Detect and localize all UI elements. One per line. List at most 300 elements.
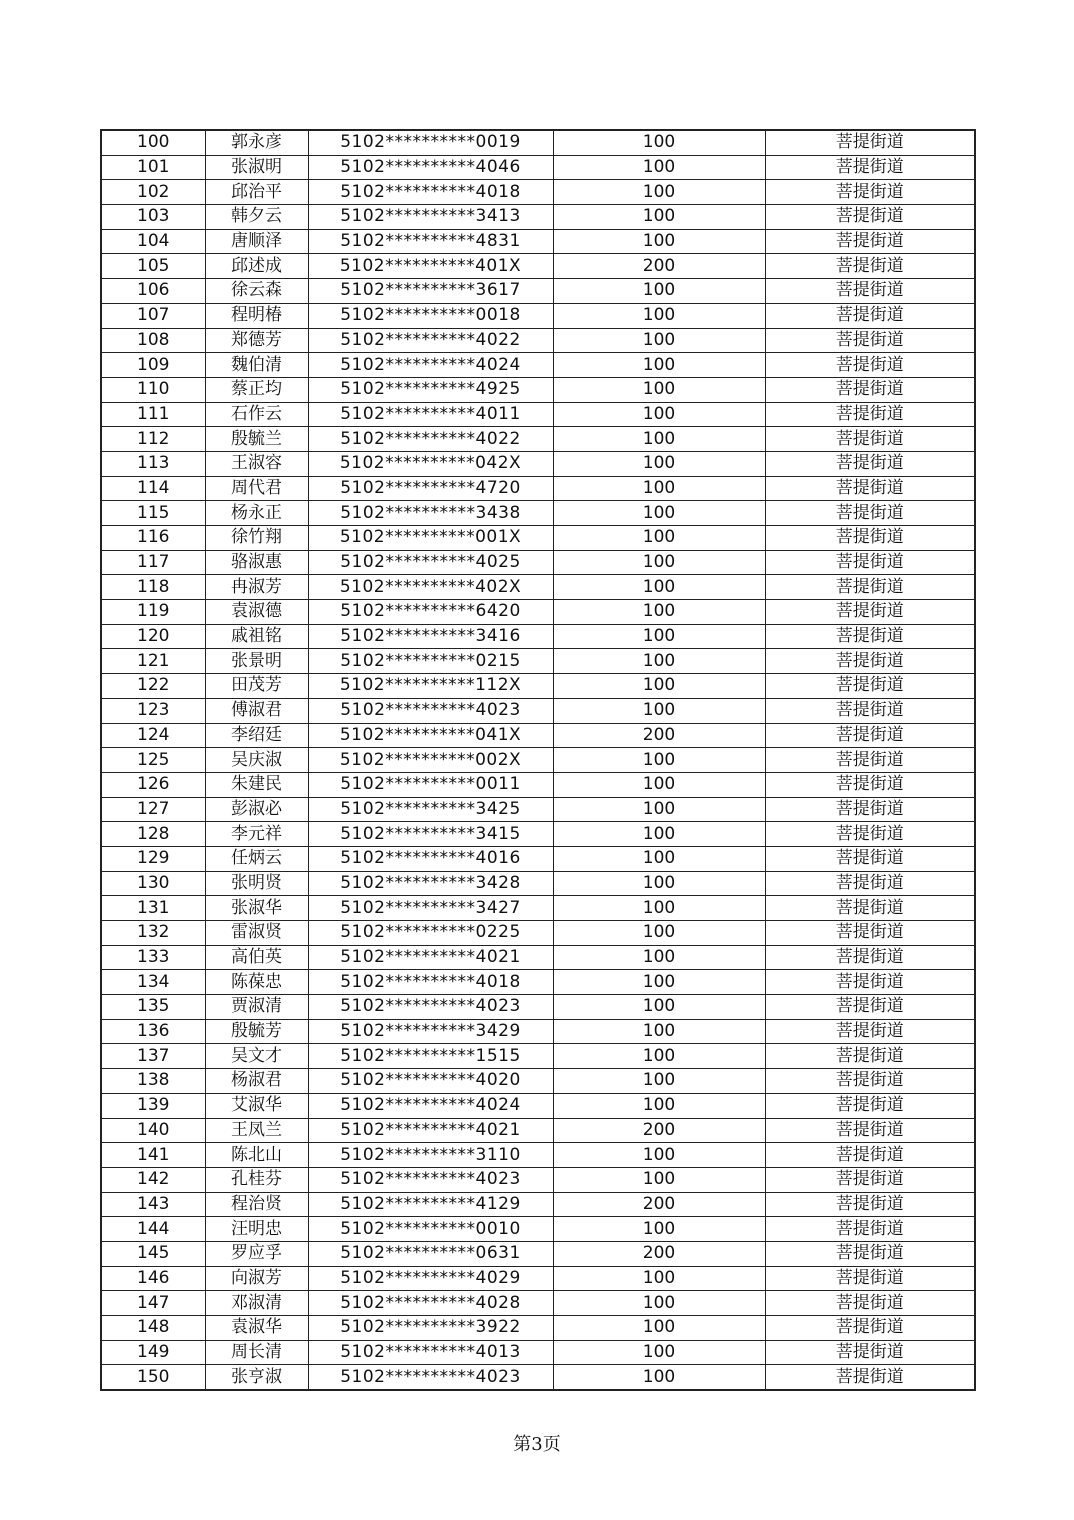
name-cell: 张景明 (205, 649, 308, 674)
id-number-cell: 5102**********4021 (308, 945, 553, 970)
id-number-cell: 5102**********4021 (308, 1118, 553, 1143)
amount-cell: 100 (553, 896, 765, 921)
row-index-cell: 116 (101, 526, 205, 551)
name-cell: 艾淑华 (205, 1093, 308, 1118)
amount-cell: 100 (553, 846, 765, 871)
row-index-cell: 134 (101, 970, 205, 995)
row-index-cell: 113 (101, 451, 205, 476)
id-number-cell: 5102**********3429 (308, 1019, 553, 1044)
name-cell: 吴文才 (205, 1044, 308, 1069)
street-cell: 菩提街道 (765, 1217, 975, 1242)
street-cell: 菩提街道 (765, 254, 975, 279)
row-index-cell: 102 (101, 180, 205, 205)
name-cell: 徐云森 (205, 279, 308, 304)
street-cell: 菩提街道 (765, 1192, 975, 1217)
id-number-cell: 5102**********041X (308, 723, 553, 748)
id-number-cell: 5102**********3438 (308, 501, 553, 526)
row-index-cell: 129 (101, 846, 205, 871)
street-cell: 菩提街道 (765, 1241, 975, 1266)
street-cell: 菩提街道 (765, 970, 975, 995)
id-number-cell: 5102**********042X (308, 451, 553, 476)
table-row (101, 550, 975, 575)
amount-cell: 100 (553, 1019, 765, 1044)
row-index-cell: 121 (101, 649, 205, 674)
id-number-cell: 5102**********4018 (308, 180, 553, 205)
id-number-cell: 5102**********4029 (308, 1266, 553, 1291)
street-cell: 菩提街道 (765, 1093, 975, 1118)
id-number-cell: 5102**********1515 (308, 1044, 553, 1069)
id-number-cell: 5102**********4013 (308, 1340, 553, 1365)
amount-cell: 100 (553, 674, 765, 699)
table-row (101, 674, 975, 699)
id-number-cell: 5102**********4022 (308, 427, 553, 452)
id-number-cell: 5102**********3617 (308, 279, 553, 304)
table-row (101, 427, 975, 452)
amount-cell: 100 (553, 476, 765, 501)
table-row (101, 797, 975, 822)
row-index-cell: 140 (101, 1118, 205, 1143)
row-index-cell: 103 (101, 205, 205, 230)
id-number-cell: 5102**********3110 (308, 1143, 553, 1168)
row-index-cell: 126 (101, 772, 205, 797)
table-row (101, 1143, 975, 1168)
id-number-cell: 5102**********401X (308, 254, 553, 279)
street-cell: 菩提街道 (765, 772, 975, 797)
name-cell: 徐竹翔 (205, 526, 308, 551)
id-number-cell: 5102**********3413 (308, 205, 553, 230)
id-number-cell: 5102**********3415 (308, 822, 553, 847)
street-cell: 菩提街道 (765, 402, 975, 427)
id-number-cell: 5102**********4023 (308, 698, 553, 723)
name-cell: 戚祖铭 (205, 624, 308, 649)
row-index-cell: 100 (101, 130, 205, 155)
id-number-cell: 5102**********402X (308, 575, 553, 600)
amount-cell: 100 (553, 526, 765, 551)
amount-cell: 100 (553, 402, 765, 427)
table-row (101, 402, 975, 427)
street-cell: 菩提街道 (765, 377, 975, 402)
table-row (101, 476, 975, 501)
id-number-cell: 5102**********4046 (308, 155, 553, 180)
table-row (101, 723, 975, 748)
id-number-cell: 5102**********4024 (308, 353, 553, 378)
name-cell: 周长清 (205, 1340, 308, 1365)
name-cell: 朱建民 (205, 772, 308, 797)
amount-cell: 100 (553, 550, 765, 575)
name-cell: 张亨淑 (205, 1365, 308, 1390)
row-index-cell: 104 (101, 229, 205, 254)
table-row (101, 1340, 975, 1365)
id-number-cell: 5102**********0018 (308, 303, 553, 328)
id-number-cell: 5102**********4028 (308, 1291, 553, 1316)
street-cell: 菩提街道 (765, 600, 975, 625)
row-index-cell: 149 (101, 1340, 205, 1365)
row-index-cell: 114 (101, 476, 205, 501)
table-row (101, 1044, 975, 1069)
id-number-cell: 5102**********4023 (308, 1167, 553, 1192)
amount-cell: 100 (553, 871, 765, 896)
row-index-cell: 120 (101, 624, 205, 649)
id-number-cell: 5102**********4020 (308, 1069, 553, 1094)
street-cell: 菩提街道 (765, 451, 975, 476)
row-index-cell: 124 (101, 723, 205, 748)
amount-cell: 100 (553, 600, 765, 625)
amount-cell: 100 (553, 130, 765, 155)
row-index-cell: 142 (101, 1167, 205, 1192)
table-row (101, 1266, 975, 1291)
amount-cell: 100 (553, 945, 765, 970)
name-cell: 冉淑芳 (205, 575, 308, 600)
street-cell: 菩提街道 (765, 353, 975, 378)
street-cell: 菩提街道 (765, 995, 975, 1020)
table-row (101, 1217, 975, 1242)
name-cell: 郑德芳 (205, 328, 308, 353)
id-number-cell: 5102**********6420 (308, 600, 553, 625)
amount-cell: 200 (553, 723, 765, 748)
street-cell: 菩提街道 (765, 328, 975, 353)
amount-cell: 100 (553, 1093, 765, 1118)
name-cell: 王淑容 (205, 451, 308, 476)
amount-cell: 100 (553, 797, 765, 822)
name-cell: 贾淑清 (205, 995, 308, 1020)
page-number: 第3页 (513, 1434, 561, 1455)
name-cell: 李元祥 (205, 822, 308, 847)
street-cell: 菩提街道 (765, 476, 975, 501)
amount-cell: 200 (553, 1118, 765, 1143)
table-row (101, 1365, 975, 1390)
row-index-cell: 144 (101, 1217, 205, 1242)
street-cell: 菩提街道 (765, 723, 975, 748)
name-cell: 罗应孚 (205, 1241, 308, 1266)
row-index-cell: 137 (101, 1044, 205, 1069)
table-row (101, 205, 975, 230)
amount-cell: 100 (553, 1143, 765, 1168)
amount-cell: 100 (553, 1044, 765, 1069)
amount-cell: 100 (553, 180, 765, 205)
name-cell: 殷毓芳 (205, 1019, 308, 1044)
table-row (101, 600, 975, 625)
amount-cell: 100 (553, 1365, 765, 1390)
row-index-cell: 147 (101, 1291, 205, 1316)
id-number-cell: 5102**********002X (308, 748, 553, 773)
row-index-cell: 145 (101, 1241, 205, 1266)
street-cell: 菩提街道 (765, 1044, 975, 1069)
table-row (101, 748, 975, 773)
name-cell: 雷淑贤 (205, 921, 308, 946)
amount-cell: 100 (553, 822, 765, 847)
id-number-cell: 5102**********4018 (308, 970, 553, 995)
amount-cell: 100 (553, 1340, 765, 1365)
row-index-cell: 148 (101, 1316, 205, 1341)
row-index-cell: 122 (101, 674, 205, 699)
amount-cell: 200 (553, 1241, 765, 1266)
row-index-cell: 143 (101, 1192, 205, 1217)
table-row (101, 698, 975, 723)
id-number-cell: 5102**********4129 (308, 1192, 553, 1217)
amount-cell: 200 (553, 1192, 765, 1217)
name-cell: 韩夕云 (205, 205, 308, 230)
name-cell: 李绍廷 (205, 723, 308, 748)
row-index-cell: 150 (101, 1365, 205, 1390)
street-cell: 菩提街道 (765, 1143, 975, 1168)
table-row (101, 1291, 975, 1316)
street-cell: 菩提街道 (765, 501, 975, 526)
id-number-cell: 5102**********0631 (308, 1241, 553, 1266)
street-cell: 菩提街道 (765, 1365, 975, 1390)
name-cell: 邓淑清 (205, 1291, 308, 1316)
street-cell: 菩提街道 (765, 945, 975, 970)
street-cell: 菩提街道 (765, 1291, 975, 1316)
street-cell: 菩提街道 (765, 427, 975, 452)
row-index-cell: 138 (101, 1069, 205, 1094)
table-row (101, 575, 975, 600)
amount-cell: 100 (553, 1167, 765, 1192)
table-row (101, 328, 975, 353)
row-index-cell: 127 (101, 797, 205, 822)
id-number-cell: 5102**********3427 (308, 896, 553, 921)
name-cell: 向淑芳 (205, 1266, 308, 1291)
amount-cell: 100 (553, 1291, 765, 1316)
amount-cell: 100 (553, 748, 765, 773)
row-index-cell: 108 (101, 328, 205, 353)
amount-cell: 100 (553, 205, 765, 230)
name-cell: 任炳云 (205, 846, 308, 871)
amount-cell: 100 (553, 921, 765, 946)
row-index-cell: 109 (101, 353, 205, 378)
name-cell: 袁淑德 (205, 600, 308, 625)
street-cell: 菩提街道 (765, 1340, 975, 1365)
row-index-cell: 139 (101, 1093, 205, 1118)
table-row (101, 921, 975, 946)
amount-cell: 200 (553, 254, 765, 279)
roster-sheet (100, 129, 974, 1391)
row-index-cell: 118 (101, 575, 205, 600)
amount-cell: 100 (553, 1217, 765, 1242)
name-cell: 王凤兰 (205, 1118, 308, 1143)
name-cell: 程明椿 (205, 303, 308, 328)
amount-cell: 100 (553, 624, 765, 649)
row-index-cell: 135 (101, 995, 205, 1020)
amount-cell: 100 (553, 353, 765, 378)
row-index-cell: 110 (101, 377, 205, 402)
street-cell: 菩提街道 (765, 1069, 975, 1094)
name-cell: 田茂芳 (205, 674, 308, 699)
amount-cell: 100 (553, 649, 765, 674)
table-row (101, 279, 975, 304)
street-cell: 菩提街道 (765, 1167, 975, 1192)
name-cell: 张淑华 (205, 896, 308, 921)
street-cell: 菩提街道 (765, 303, 975, 328)
row-index-cell: 115 (101, 501, 205, 526)
table-row (101, 822, 975, 847)
amount-cell: 100 (553, 229, 765, 254)
table-row (101, 649, 975, 674)
table-row (101, 1167, 975, 1192)
name-cell: 殷毓兰 (205, 427, 308, 452)
amount-cell: 100 (553, 303, 765, 328)
amount-cell: 100 (553, 772, 765, 797)
table-row (101, 451, 975, 476)
street-cell: 菩提街道 (765, 698, 975, 723)
table-row (101, 180, 975, 205)
name-cell: 彭淑必 (205, 797, 308, 822)
table-row (101, 254, 975, 279)
street-cell: 菩提街道 (765, 550, 975, 575)
amount-cell: 100 (553, 279, 765, 304)
table-row (101, 501, 975, 526)
amount-cell: 100 (553, 575, 765, 600)
name-cell: 孔桂芬 (205, 1167, 308, 1192)
street-cell: 菩提街道 (765, 155, 975, 180)
street-cell: 菩提街道 (765, 1019, 975, 1044)
table-row (101, 377, 975, 402)
amount-cell: 100 (553, 155, 765, 180)
name-cell: 唐顺泽 (205, 229, 308, 254)
name-cell: 高伯英 (205, 945, 308, 970)
id-number-cell: 5102**********3428 (308, 871, 553, 896)
name-cell: 邱治平 (205, 180, 308, 205)
id-number-cell: 5102**********0215 (308, 649, 553, 674)
id-number-cell: 5102**********0019 (308, 130, 553, 155)
table-row (101, 1069, 975, 1094)
amount-cell: 100 (553, 1266, 765, 1291)
roster-table (100, 129, 976, 1391)
street-cell: 菩提街道 (765, 871, 975, 896)
row-index-cell: 133 (101, 945, 205, 970)
street-cell: 菩提街道 (765, 279, 975, 304)
table-row (101, 1093, 975, 1118)
id-number-cell: 5102**********4023 (308, 1365, 553, 1390)
street-cell: 菩提街道 (765, 896, 975, 921)
street-cell: 菩提街道 (765, 797, 975, 822)
table-row (101, 353, 975, 378)
id-number-cell: 5102**********4831 (308, 229, 553, 254)
name-cell: 杨淑君 (205, 1069, 308, 1094)
id-number-cell: 5102**********4720 (308, 476, 553, 501)
id-number-cell: 5102**********4024 (308, 1093, 553, 1118)
amount-cell: 100 (553, 1316, 765, 1341)
row-index-cell: 119 (101, 600, 205, 625)
name-cell: 骆淑惠 (205, 550, 308, 575)
row-index-cell: 111 (101, 402, 205, 427)
row-index-cell: 130 (101, 871, 205, 896)
amount-cell: 100 (553, 377, 765, 402)
street-cell: 菩提街道 (765, 1266, 975, 1291)
amount-cell: 100 (553, 970, 765, 995)
row-index-cell: 101 (101, 155, 205, 180)
table-row (101, 846, 975, 871)
id-number-cell: 5102**********3922 (308, 1316, 553, 1341)
table-row (101, 772, 975, 797)
name-cell: 陈葆忠 (205, 970, 308, 995)
amount-cell: 100 (553, 1069, 765, 1094)
street-cell: 菩提街道 (765, 921, 975, 946)
name-cell: 蔡正均 (205, 377, 308, 402)
street-cell: 菩提街道 (765, 624, 975, 649)
id-number-cell: 5102**********4011 (308, 402, 553, 427)
id-number-cell: 5102**********0010 (308, 1217, 553, 1242)
amount-cell: 100 (553, 501, 765, 526)
row-index-cell: 117 (101, 550, 205, 575)
name-cell: 邱述成 (205, 254, 308, 279)
table-row (101, 624, 975, 649)
street-cell: 菩提街道 (765, 229, 975, 254)
street-cell: 菩提街道 (765, 180, 975, 205)
row-index-cell: 106 (101, 279, 205, 304)
amount-cell: 100 (553, 451, 765, 476)
row-index-cell: 123 (101, 698, 205, 723)
id-number-cell: 5102**********4016 (308, 846, 553, 871)
id-number-cell: 5102**********001X (308, 526, 553, 551)
table-row (101, 303, 975, 328)
street-cell: 菩提街道 (765, 748, 975, 773)
name-cell: 郭永彦 (205, 130, 308, 155)
table-row (101, 229, 975, 254)
id-number-cell: 5102**********0011 (308, 772, 553, 797)
amount-cell: 100 (553, 427, 765, 452)
name-cell: 程治贤 (205, 1192, 308, 1217)
name-cell: 张淑明 (205, 155, 308, 180)
id-number-cell: 5102**********4023 (308, 995, 553, 1020)
name-cell: 袁淑华 (205, 1316, 308, 1341)
id-number-cell: 5102**********3416 (308, 624, 553, 649)
row-index-cell: 107 (101, 303, 205, 328)
table-row (101, 1118, 975, 1143)
table-row (101, 1241, 975, 1266)
table-row (101, 1019, 975, 1044)
row-index-cell: 131 (101, 896, 205, 921)
row-index-cell: 125 (101, 748, 205, 773)
table-row (101, 130, 975, 155)
street-cell: 菩提街道 (765, 1118, 975, 1143)
table-row (101, 896, 975, 921)
street-cell: 菩提街道 (765, 205, 975, 230)
name-cell: 石作云 (205, 402, 308, 427)
row-index-cell: 128 (101, 822, 205, 847)
row-index-cell: 105 (101, 254, 205, 279)
amount-cell: 100 (553, 328, 765, 353)
table-row (101, 871, 975, 896)
street-cell: 菩提街道 (765, 526, 975, 551)
street-cell: 菩提街道 (765, 1316, 975, 1341)
name-cell: 吴庆淑 (205, 748, 308, 773)
street-cell: 菩提街道 (765, 575, 975, 600)
name-cell: 汪明忠 (205, 1217, 308, 1242)
table-row (101, 970, 975, 995)
name-cell: 傅淑君 (205, 698, 308, 723)
street-cell: 菩提街道 (765, 649, 975, 674)
id-number-cell: 5102**********4022 (308, 328, 553, 353)
id-number-cell: 5102**********0225 (308, 921, 553, 946)
table-row (101, 995, 975, 1020)
street-cell: 菩提街道 (765, 130, 975, 155)
table-row (101, 526, 975, 551)
table-row (101, 1192, 975, 1217)
id-number-cell: 5102**********4025 (308, 550, 553, 575)
id-number-cell: 5102**********112X (308, 674, 553, 699)
table-row (101, 155, 975, 180)
name-cell: 陈北山 (205, 1143, 308, 1168)
row-index-cell: 112 (101, 427, 205, 452)
street-cell: 菩提街道 (765, 822, 975, 847)
street-cell: 菩提街道 (765, 674, 975, 699)
name-cell: 周代君 (205, 476, 308, 501)
row-index-cell: 141 (101, 1143, 205, 1168)
table-row (101, 945, 975, 970)
id-number-cell: 5102**********3425 (308, 797, 553, 822)
amount-cell: 100 (553, 698, 765, 723)
name-cell: 张明贤 (205, 871, 308, 896)
